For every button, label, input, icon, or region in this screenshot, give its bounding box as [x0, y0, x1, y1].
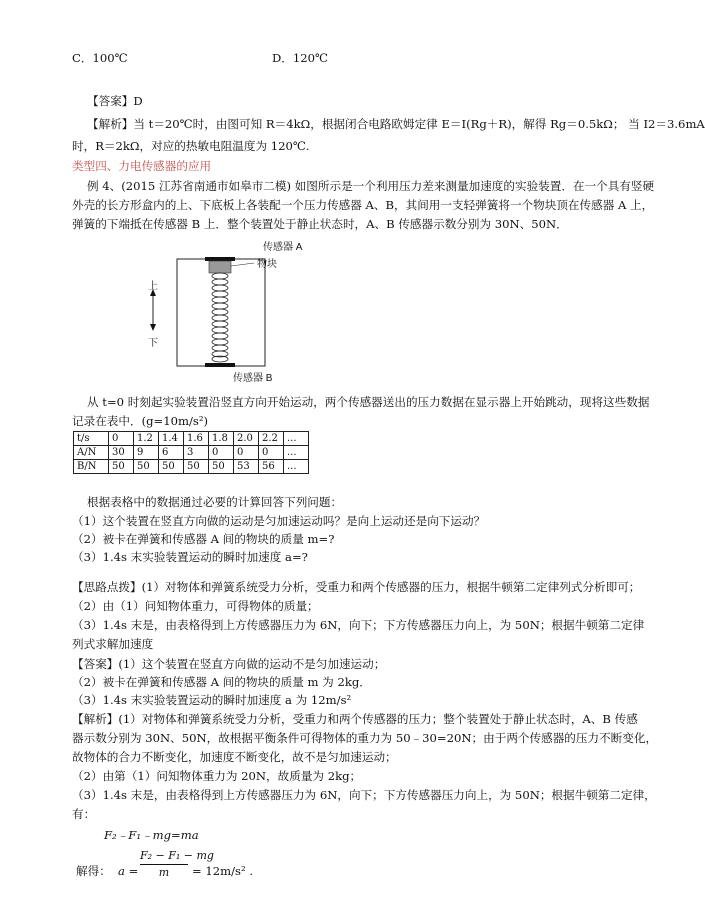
fraction-numerator: F₂ − F₁ − mg	[140, 849, 214, 862]
spring-coils	[212, 273, 228, 362]
table-cell: 9	[134, 446, 159, 460]
table-cell: ...	[284, 446, 309, 460]
analysis-1-line-2: 时，R＝2kΩ，对应的热敏电阻温度为 120℃.	[72, 139, 310, 153]
sensor-a-plate	[205, 257, 235, 261]
down-arrow-icon	[150, 324, 156, 331]
down-label: 下	[148, 338, 158, 349]
hint-line-3: （3）1.4s 末是，由表格得到上方传感器压力为 6N，向下；下方传感器压力向上，为 50N；根据牛顿第二定律	[72, 618, 645, 632]
answer-1: 【答案】D	[87, 94, 143, 108]
table-cell: 50	[109, 460, 134, 474]
hint-line-1: 【思路点拨】(1）对物体和弹簧系统受力分析，受重力和两个传感器的压力，根据牛顿第二定律列式分析即可；	[72, 580, 641, 594]
example-line-1: 例 4、(2015 江苏省南通市如皋市二模) 如图所示是一个利用压力差来测量加速度的实验装置．在一个具有竖硬	[87, 179, 655, 193]
questions-intro: 根据表格中的数据通过必要的计算回答下列问题：	[87, 495, 343, 509]
table-row	[74, 460, 309, 474]
table-cell: 50	[134, 460, 159, 474]
block-label: 物块	[257, 259, 277, 270]
table-cell: ...	[284, 460, 309, 474]
analysis-2-line-4: （2）由第（1）问知物体重力为 20N，故质量为 2kg；	[72, 769, 362, 783]
table-cell: 50	[209, 460, 234, 474]
table-cell: A/N	[74, 446, 109, 460]
up-label: 上	[148, 281, 158, 292]
answer-2-line-1: 【答案】(1）这个装置在竖直方向做的运动不是匀加速运动；	[72, 657, 386, 671]
table-cell: 50	[159, 460, 184, 474]
table-cell: 6	[159, 446, 184, 460]
equation: F₂﹣F₁﹣mg=ma	[104, 828, 199, 842]
hint-line-4: 列式求解加速度	[72, 637, 154, 651]
question-3: （3）1.4s 末实验装置运动的瞬时加速度 a=?	[72, 550, 308, 564]
table-cell: 3	[184, 446, 209, 460]
fraction-result: = 12m/s² .	[192, 864, 254, 878]
table-cell: 50	[184, 460, 209, 474]
table-cell: 56	[259, 460, 284, 474]
table-cell: 0	[259, 446, 284, 460]
table-row	[74, 446, 309, 460]
section-title: 类型四、力电传感器的应用	[72, 159, 212, 173]
answer-2-line-2: （2）被卡在弹簧和传感器 A 间的物块的质量 m 为 2kg．	[72, 675, 371, 689]
answer-2-line-3: （3）1.4s 末实验装置运动的瞬时加速度 a 为 12m/s²	[72, 693, 352, 707]
table-cell: 30	[109, 446, 134, 460]
table-cell: 2.0	[234, 432, 259, 446]
fraction-denominator: m	[158, 866, 170, 879]
solve-label: 解得：	[76, 864, 111, 878]
intro-line-2: 记录在表中．(g=10m/s²)	[72, 414, 208, 428]
table-cell: ...	[284, 432, 309, 446]
table-cell: 0	[209, 446, 234, 460]
analysis-1-line-1: 【解析】当 t＝20℃时，由图可知 R＝4kΩ，根据闭合电路欧姆定律 E＝I(Rg＋R)，解得 Rg＝0.5kΩ； 当 I2＝3.6mA	[87, 117, 705, 131]
table-cell: B/N	[74, 460, 109, 474]
table-cell: 0	[109, 432, 134, 446]
analysis-2-line-6: 有：	[72, 807, 96, 821]
block-rect	[209, 261, 231, 273]
table-cell: 2.2	[259, 432, 284, 446]
analysis-2-line-1: 【解析】(1）对物体和弹簧系统受力分析，受重力和两个传感器的压力；整个装置处于静止状态时，A、B 传感	[72, 712, 638, 726]
sensor-b-plate	[205, 363, 235, 367]
table-cell: 0	[234, 446, 259, 460]
table-cell: 1.2	[134, 432, 159, 446]
fraction-bar	[140, 864, 188, 865]
table-cell: 1.8	[209, 432, 234, 446]
analysis-2-line-5: （3）1.4s 末是，由表格得到上方传感器压力为 6N，向下；下方传感器压力向上，为 50N；根据牛顿第二定律，	[72, 788, 656, 802]
question-1: （1）这个装置在竖直方向做的运动是匀加速运动吗？是向上运动还是向下运动？	[72, 514, 486, 528]
data-table	[73, 431, 309, 474]
table-cell: 1.6	[184, 432, 209, 446]
option-d: D．120℃	[272, 51, 328, 65]
fraction-lhs: a =	[118, 864, 139, 878]
box-outline	[177, 259, 265, 366]
analysis-2-line-3: 故物体的合力不断变化，加速度不断变化，故不是匀加速运动；	[72, 750, 397, 764]
sensor-a-label: 传感器 A	[263, 242, 303, 253]
table-cell: 1.4	[159, 432, 184, 446]
example-line-3: 弹簧的下端抵在传感器 B 上．整个装置处于静止状态时，A、B 传感器示数分别为 30N、50N．	[72, 217, 568, 231]
table-row	[74, 432, 309, 446]
example-line-2: 外壳的长方形盒内的上、下底板上各装配一个压力传感器 A、B，其间用一支轻弹簧将一个物块顶在传感器 A 上，	[72, 198, 654, 212]
option-c: C．100℃	[72, 51, 128, 65]
table-cell: 53	[234, 460, 259, 474]
apparatus-figure	[148, 238, 303, 384]
question-2: （2）被卡在弹簧和传感器 A 间的物块的质量 m=?	[72, 532, 335, 546]
fraction	[140, 849, 214, 880]
hint-line-2: （2）由（1）问知物体重力，可得物体的质量；	[72, 599, 319, 613]
sensor-b-label: 传感器 B	[233, 373, 273, 384]
block-leader-line	[231, 263, 254, 266]
intro-line-1: 从 t=0 时刻起实验装置沿竖直方向开始运动，两个传感器送出的压力数据在显示器上开始跳动，现将这些数据	[87, 395, 650, 409]
table-cell: t/s	[74, 432, 109, 446]
analysis-2-line-2: 器示数分别为 30N、50N，故根据平衡条件可得物体的重力为 50﹣30=20N；由于两个传感器的压力不断变化，	[72, 731, 658, 745]
